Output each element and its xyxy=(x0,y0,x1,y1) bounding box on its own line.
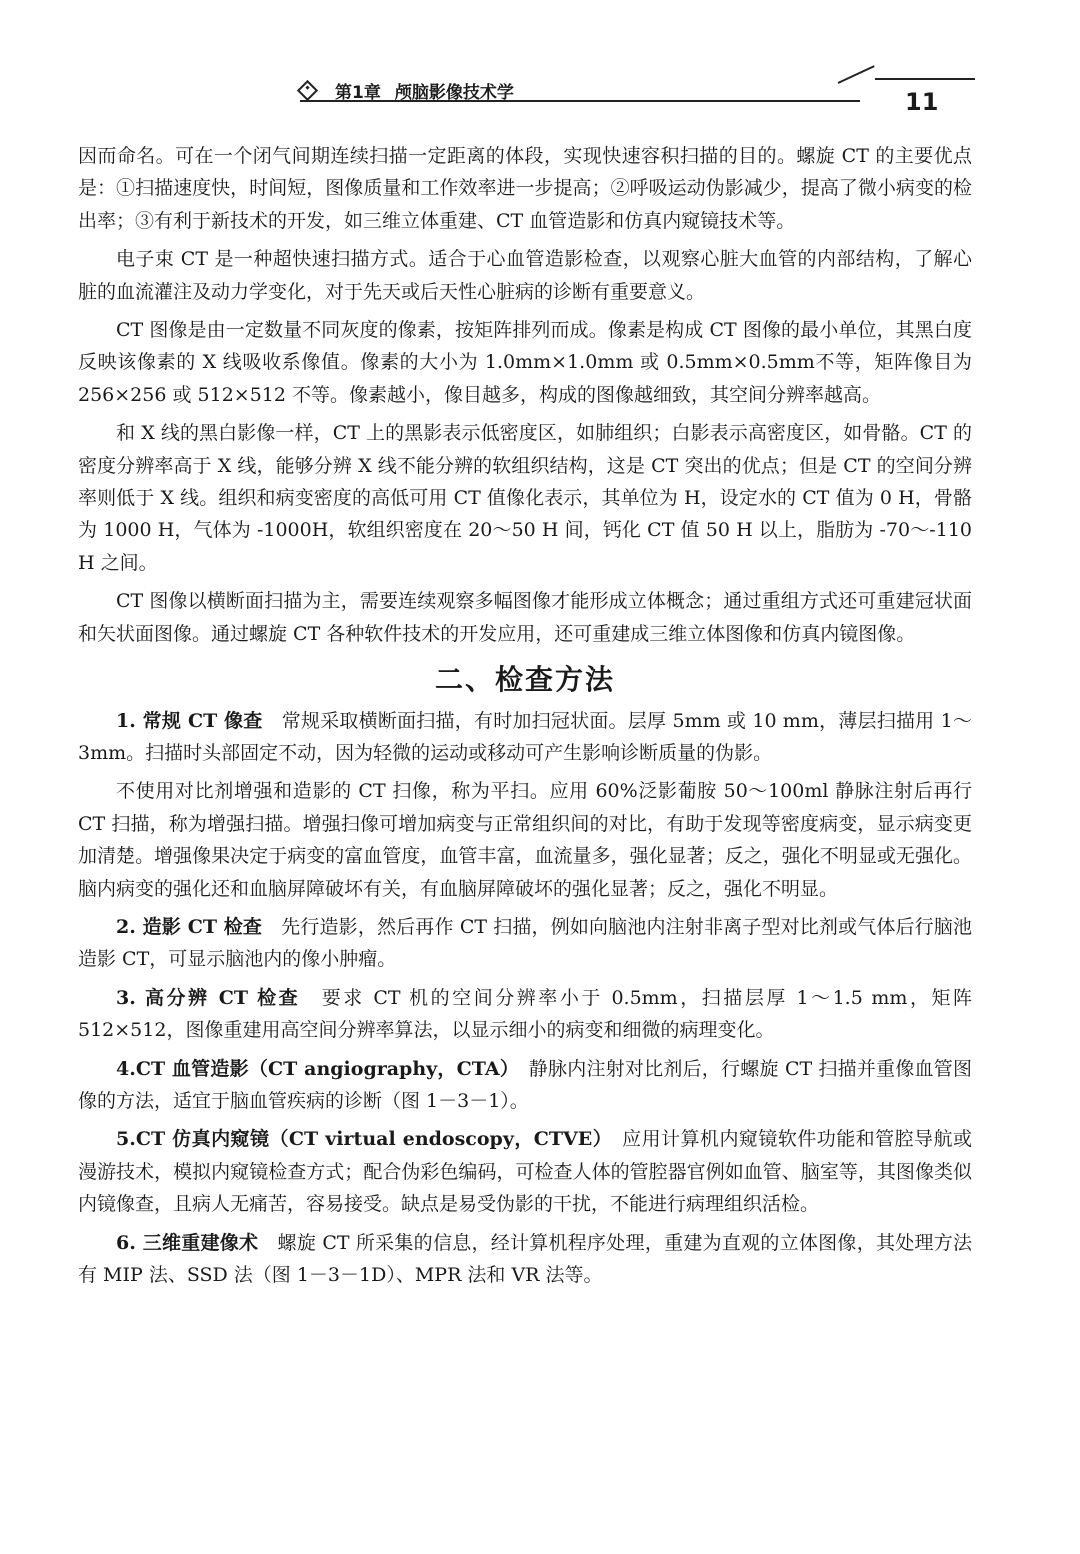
method-item-5 xyxy=(78,1123,972,1220)
paragraph-ct-image-pixels: CT 图像是由一定数量不同灰度的像素，按矩阵排列而成。像素是构成 CT 图像的最小单位，其黑白度反映该像素的 X 线吸收系像值。像素的大小为 1.0mm×1.0mm 或 0.5mm×0.5mm不等，矩阵像目为 256×256 或 512×512 不等。像素越小，像目越多，构成的图像越细致，其空间分辨率越高。 xyxy=(78,319,972,406)
page-header xyxy=(0,0,1080,130)
paragraph-ct-reconstruction: CT 图像以横断面扫描为主，需要连续观察多幅图像才能形成立体概念；通过重组方式还可重建冠状面和矢状面图像。通过螺旋 CT 各种软件技术的开发应用，还可重建成三维立体图像和仿真内镜图像。 xyxy=(78,590,972,645)
method-item-text: 先行造影，然后再作 CT 扫描，例如向脑池内注射非离子型对比剂或气体后行脑池造影 CT，可显示脑池内的像小肿瘤。 xyxy=(78,915,972,971)
paragraph-enhanced-scan xyxy=(78,775,972,905)
method-item-6 xyxy=(78,1227,972,1292)
method-item-lead: 3. 高分辨 CT 检查 xyxy=(116,986,301,1009)
header-rule-slant xyxy=(838,65,875,84)
diamond-bullet-icon xyxy=(297,79,318,100)
paragraph-electron-beam-ct: 电子束 CT 是一种超快速扫描方式。适合于心血管造影检查，以观察心脏大血管的内部结构，了解心脏的血流灌注及动力学变化，对于先天或后天性心脏病的诊断有重要意义。 xyxy=(78,248,972,303)
method-item-text: 不使用对比剂增强和造影的 CT 扫像，称为平扫。应用 60%泛影葡胺 50～100ml 静脉注射后再行 CT 扫描，称为增强扫描。增强扫像可增加病变与正常组织间的对比，有助于发现等密度病变，显示病变更加清楚。增强像果决定于病变的富血管度，血管丰富，血流量多，强化显著；反之，强化不明显或无强化。脑内病变的强化还和血脑屏障破坏有关，有血脑屏障破坏的强化显著；反之，强化不明显。 xyxy=(78,780,972,900)
header-rule xyxy=(300,100,860,102)
chapter-label: 第1章 xyxy=(335,82,381,103)
chapter-title: 颅脑影像技术学 xyxy=(394,82,514,103)
method-item-lead: 4.CT 血管造影（CT angiography，CTA） xyxy=(116,1057,510,1080)
method-item-text: 静脉内注射对比剂后，行螺旋 CT 扫描并重像血管图像的方法，适宜于脑血管疾病的诊断（图 1－3－1）。 xyxy=(78,1057,972,1112)
method-item-2 xyxy=(78,911,972,976)
method-item-lead: 2. 造影 CT 检查 xyxy=(116,915,263,938)
paragraph-ct-density: 和 X 线的黑白影像一样，CT 上的黑影表示低密度区，如肺组织；白影表示高密度区，如骨骼。CT 的密度分辨率高于 X 线，能够分辨 X 线不能分辨的软组织结构，这是 CT 突出的优点；但是 CT 的空间分辨率则低于 X 线。组织和病变密度的高低可用 CT 值像化表示，其单位为 H，设定水的 CT 值为 0 H，骨骼为 1000 H，气体为 -1000H，软组织密度在 20～50 H 间，钙化 CT 值 50 H 以上，脂肪为 -70～-110 H 之间。 xyxy=(78,422,972,574)
method-item-lead: 1. 常规 CT 像查 xyxy=(116,709,263,732)
method-item-3 xyxy=(78,982,972,1047)
method-item-text: 要求 CT 机的空间分辨率小于 0.5mm，扫描层厚 1～1.5 mm，矩阵 512×512，图像重建用高空间分辨率算法，以显示细小的病变和细微的病理变化。 xyxy=(78,986,972,1042)
method-item-text: 螺旋 CT 所采集的信息，经计算机程序处理，重建为直观的立体图像，其处理方法有 MIP 法、SSD 法（图 1－3－1D）、MPR 法和 VR 法等。 xyxy=(78,1231,973,1286)
method-item-lead: 6. 三维重建像术 xyxy=(116,1231,259,1254)
section-heading: 二、检查方法 xyxy=(434,663,615,697)
method-item-text: 应用计算机内窥镜软件功能和管腔导航或漫游技术，模拟内窥镜检查方式；配合伪彩色编码，可检查人体的管腔器官例如血管、脑室等，其图像类似内镜像查，且病人无痛苦，容易接受。缺点是易受伪影的干扰，不能进行病理组织活检。 xyxy=(78,1128,972,1216)
method-item-text: 常规采取横断面扫描，有时加扫冠状面。层厚 5mm 或 10 mm，薄层扫描用 1～3mm。扫描时头部固定不动，因为轻微的运动或移动可产生影响诊断质量的伪影。 xyxy=(78,709,972,764)
method-item-lead: 5.CT 仿真内窥镜（CT virtual endoscopy，CTVE） xyxy=(116,1128,603,1151)
page-number: 11 xyxy=(905,88,939,116)
running-head xyxy=(300,78,514,102)
method-item-4 xyxy=(78,1053,972,1118)
paragraph-continuation: 因而命名。可在一个闭气间期连续扫描一定距离的体段，实现快速容积扫描的目的。螺旋 CT 的主要优点是：①扫描速度快，时间短，图像质量和工作效率进一步提高；②呼吸运动伪影减少，提高了微小病变的检出率；③有利于新技术的开发，如三维立体重建、CT 血管造影和仿真内窥镜技术等。 xyxy=(78,145,972,232)
header-rule-top xyxy=(875,78,975,80)
method-item-1 xyxy=(78,705,972,770)
page-body xyxy=(78,140,972,1297)
